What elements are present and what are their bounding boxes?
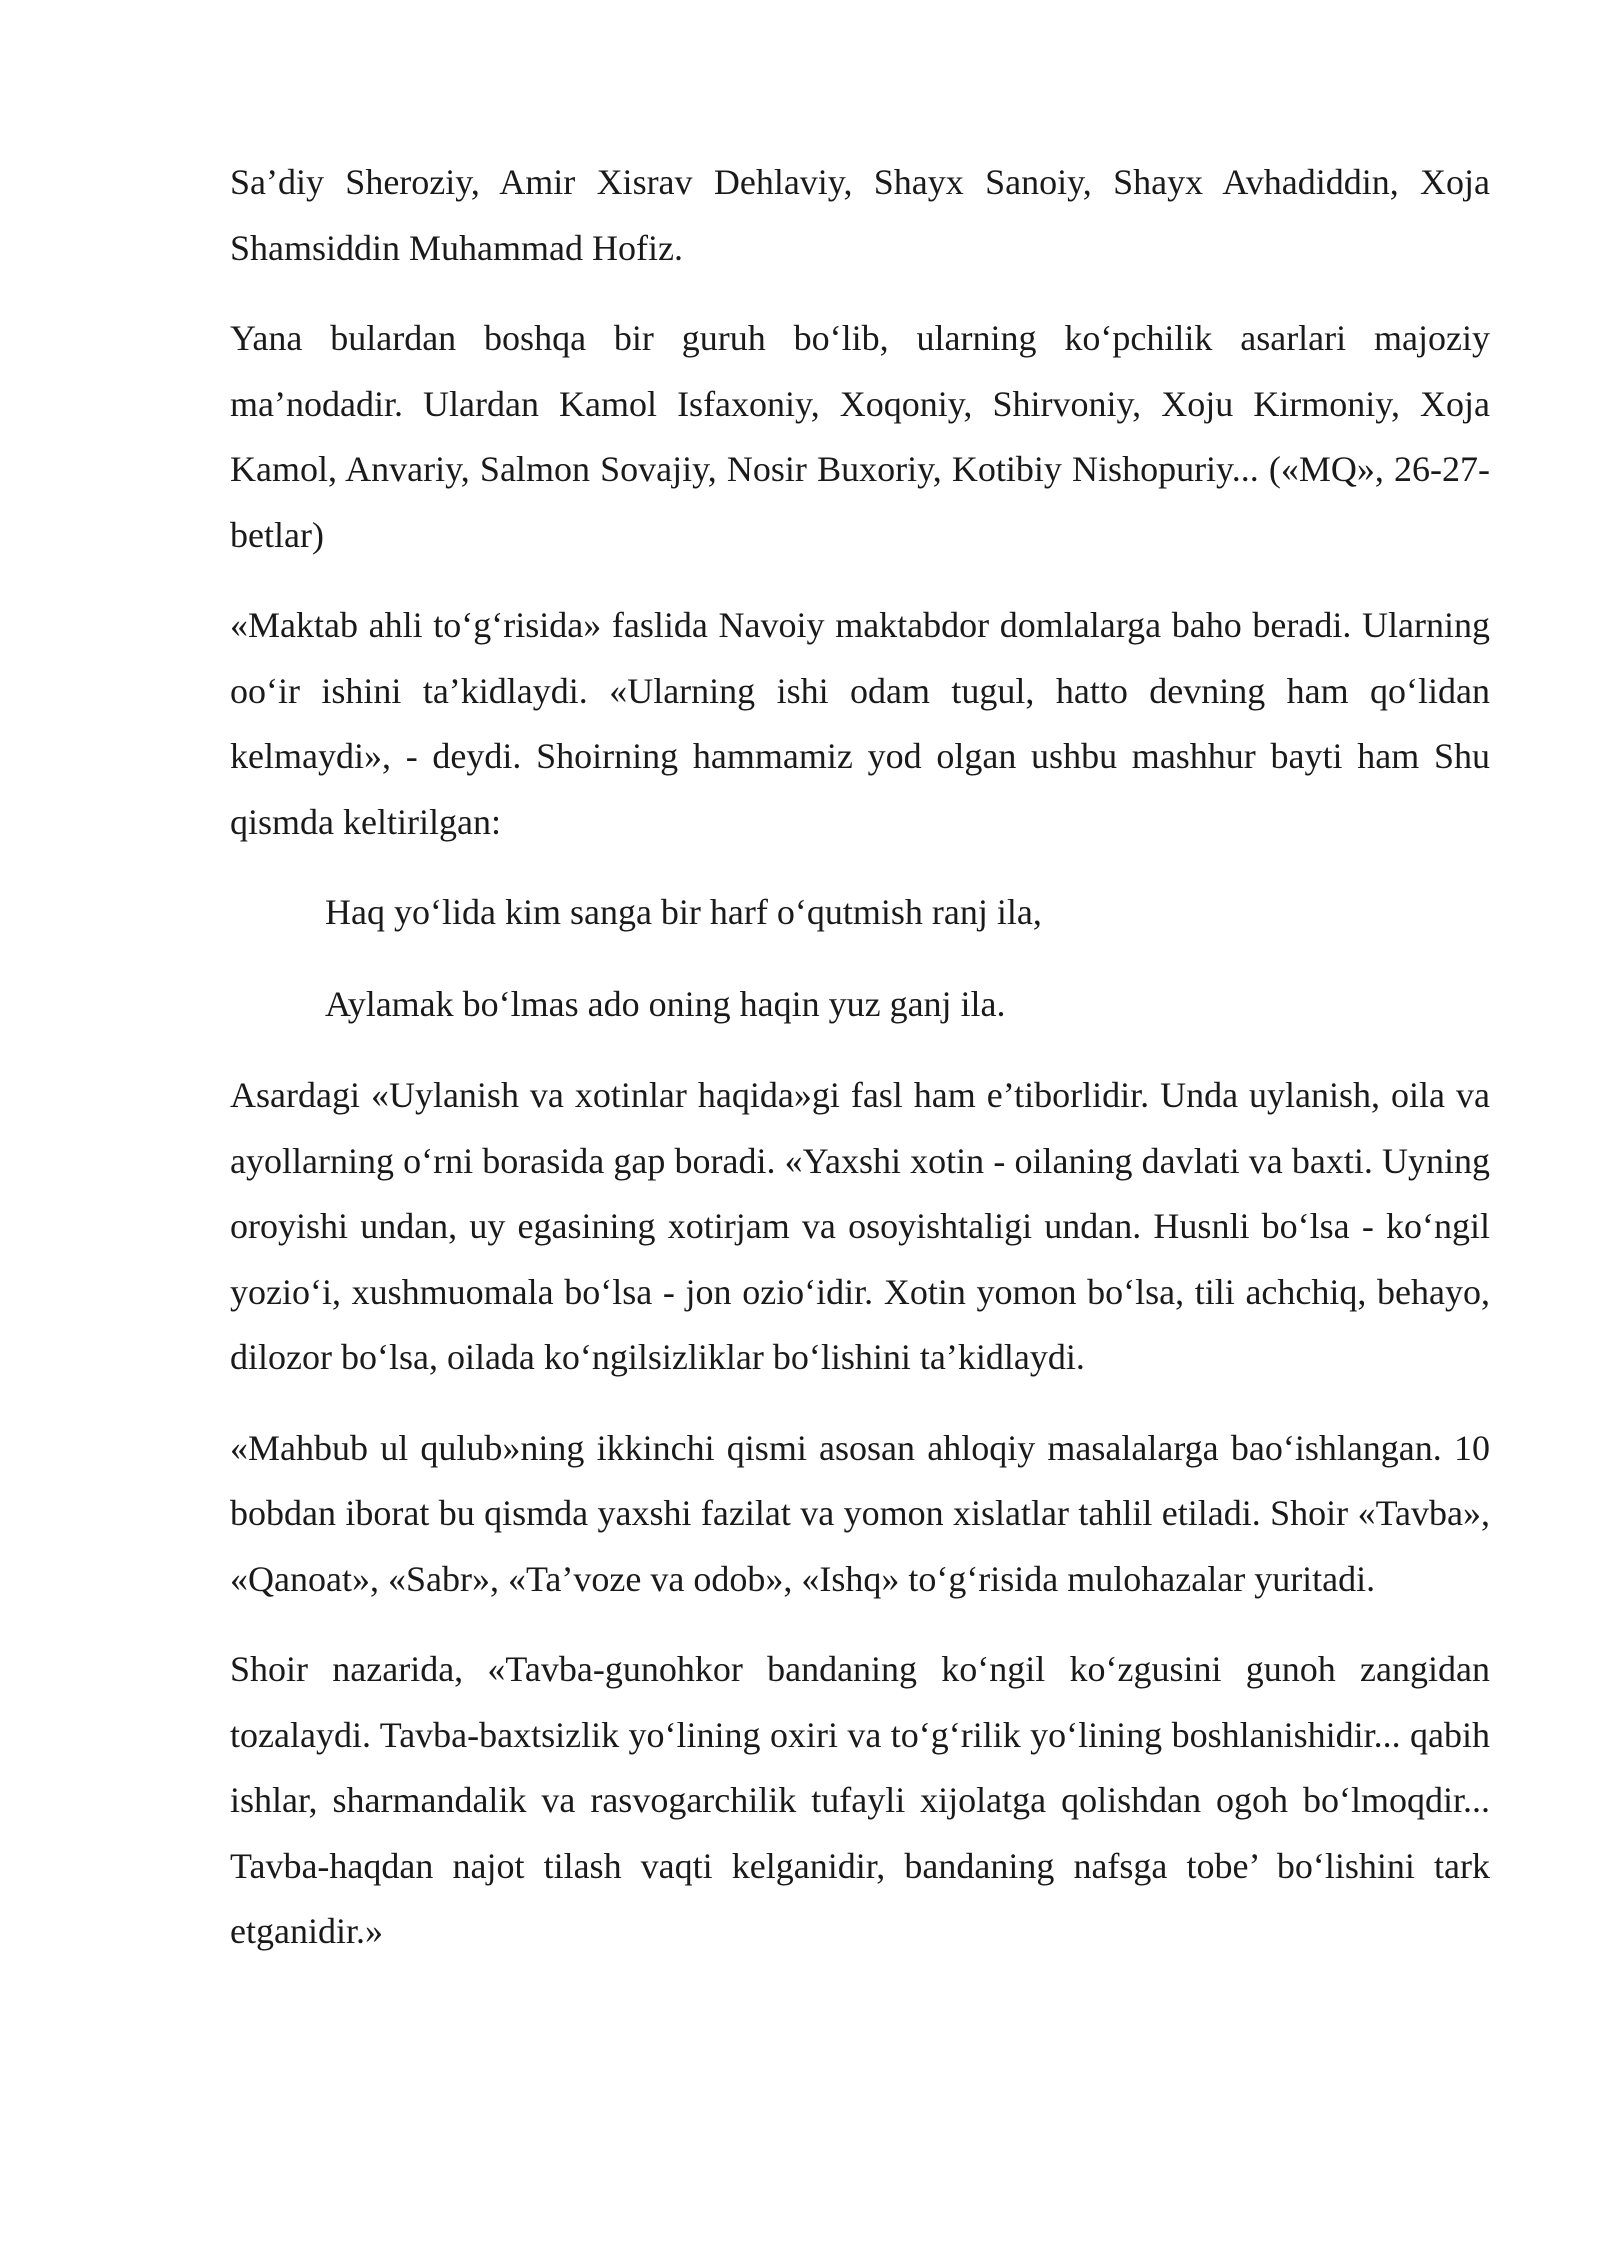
paragraph-tavba: Shoir nazarida, «Tavba-gunohkor bandaning ko‘ngil ko‘zgusini gunoh zangidan tozalaydi. Tavba-baxtsizlik yo‘lining oxiri va to‘g‘rilik yo‘lining boshlanishidir... qabih ishlar, sharmandalik va rasvogarchilik tufayli xijolatga qolishdan ogoh bo‘lmoqdir... Tavba-haqdan najot tilash vaqti kelganidir, bandaning nafsga tobe’ bo‘lishini tark etganidir.» [230,1649,1490,1951]
paragraph-poets-list-end: Sa’diy Sheroziy, Amir Xisrav Dehlaviy, Shayx Sanoiy, Shayx Avhadiddin, Xoja Shamsiddin Muhammad Hofiz. [230,162,1490,268]
verse-line-1: Haq yo‘lida kim sanga bir harf o‘qutmish ranj ila, [325,892,1042,932]
verse-line-2: Aylamak bo‘lmas ado oning haqin yuz ganj ila. [325,983,1006,1024]
paragraph-ikkinchi-qism: «Mahbub ul qulub»ning ikkinchi qismi asosan ahloqiy masalalarga bao‘ishlangan. 10 bobdan iborat bu qismda yaxshi fazilat va yomon xislatlar tahlil etiladi. Shoir «Tavba», «Qanoat», «Sabr», «Ta’voze va odob», «Ishq» to‘g‘risida mulohazalar yuritadi. [230,1427,1490,1599]
paragraph-maktab-ahli: «Maktab ahli to‘g‘risida» faslida Navoiy maktabdor domlalarga baho beradi. Ularning oo‘ir ishini ta’kidlaydi. «Ularning ishi odam tugul, hatto devning ham qo‘lidan kelmaydi», - deydi. Shoirning hammamiz yod olgan ushbu mashhur bayti ham Shu qismda keltirilgan: [230,605,1490,842]
paragraph-majoziy-poets: Yana bulardan boshqa bir guruh bo‘lib, ularning ko‘pchilik asarlari majoziy ma’nodadir. Ulardan Kamol Isfaxoniy, Xoqoniy, Shirvoniy, Xoju Kirmoniy, Xoja Kamol, Anvariy, Salmon Sovajiy, Nosir Buxoriy, Kotibiy Nishopuriy... («MQ», 26-27-betlar) [230,318,1490,555]
paragraph-uylanish: Asardagi «Uylanish va xotinlar haqida»gi fasl ham e’tiborlidir. Unda uylanish, oila va ayollarning o‘rni borasida gap boradi. «Yaxshi xotin - oilaning davlati va baxti. Uyning oroyishi undan, uy egasining xotirjam va osoyishtaligi undan. Husnli bo‘lsa - ko‘ngil yozio‘i, xushmuomala bo‘lsa - jon ozio‘idir. Xotin yomon bo‘lsa, tili achchiq, behayo, dilozor bo‘lsa, oilada ko‘ngilsizliklar bo‘lishini ta’kidlaydi. [230,1075,1490,1377]
document-page [230,150,1490,1990]
